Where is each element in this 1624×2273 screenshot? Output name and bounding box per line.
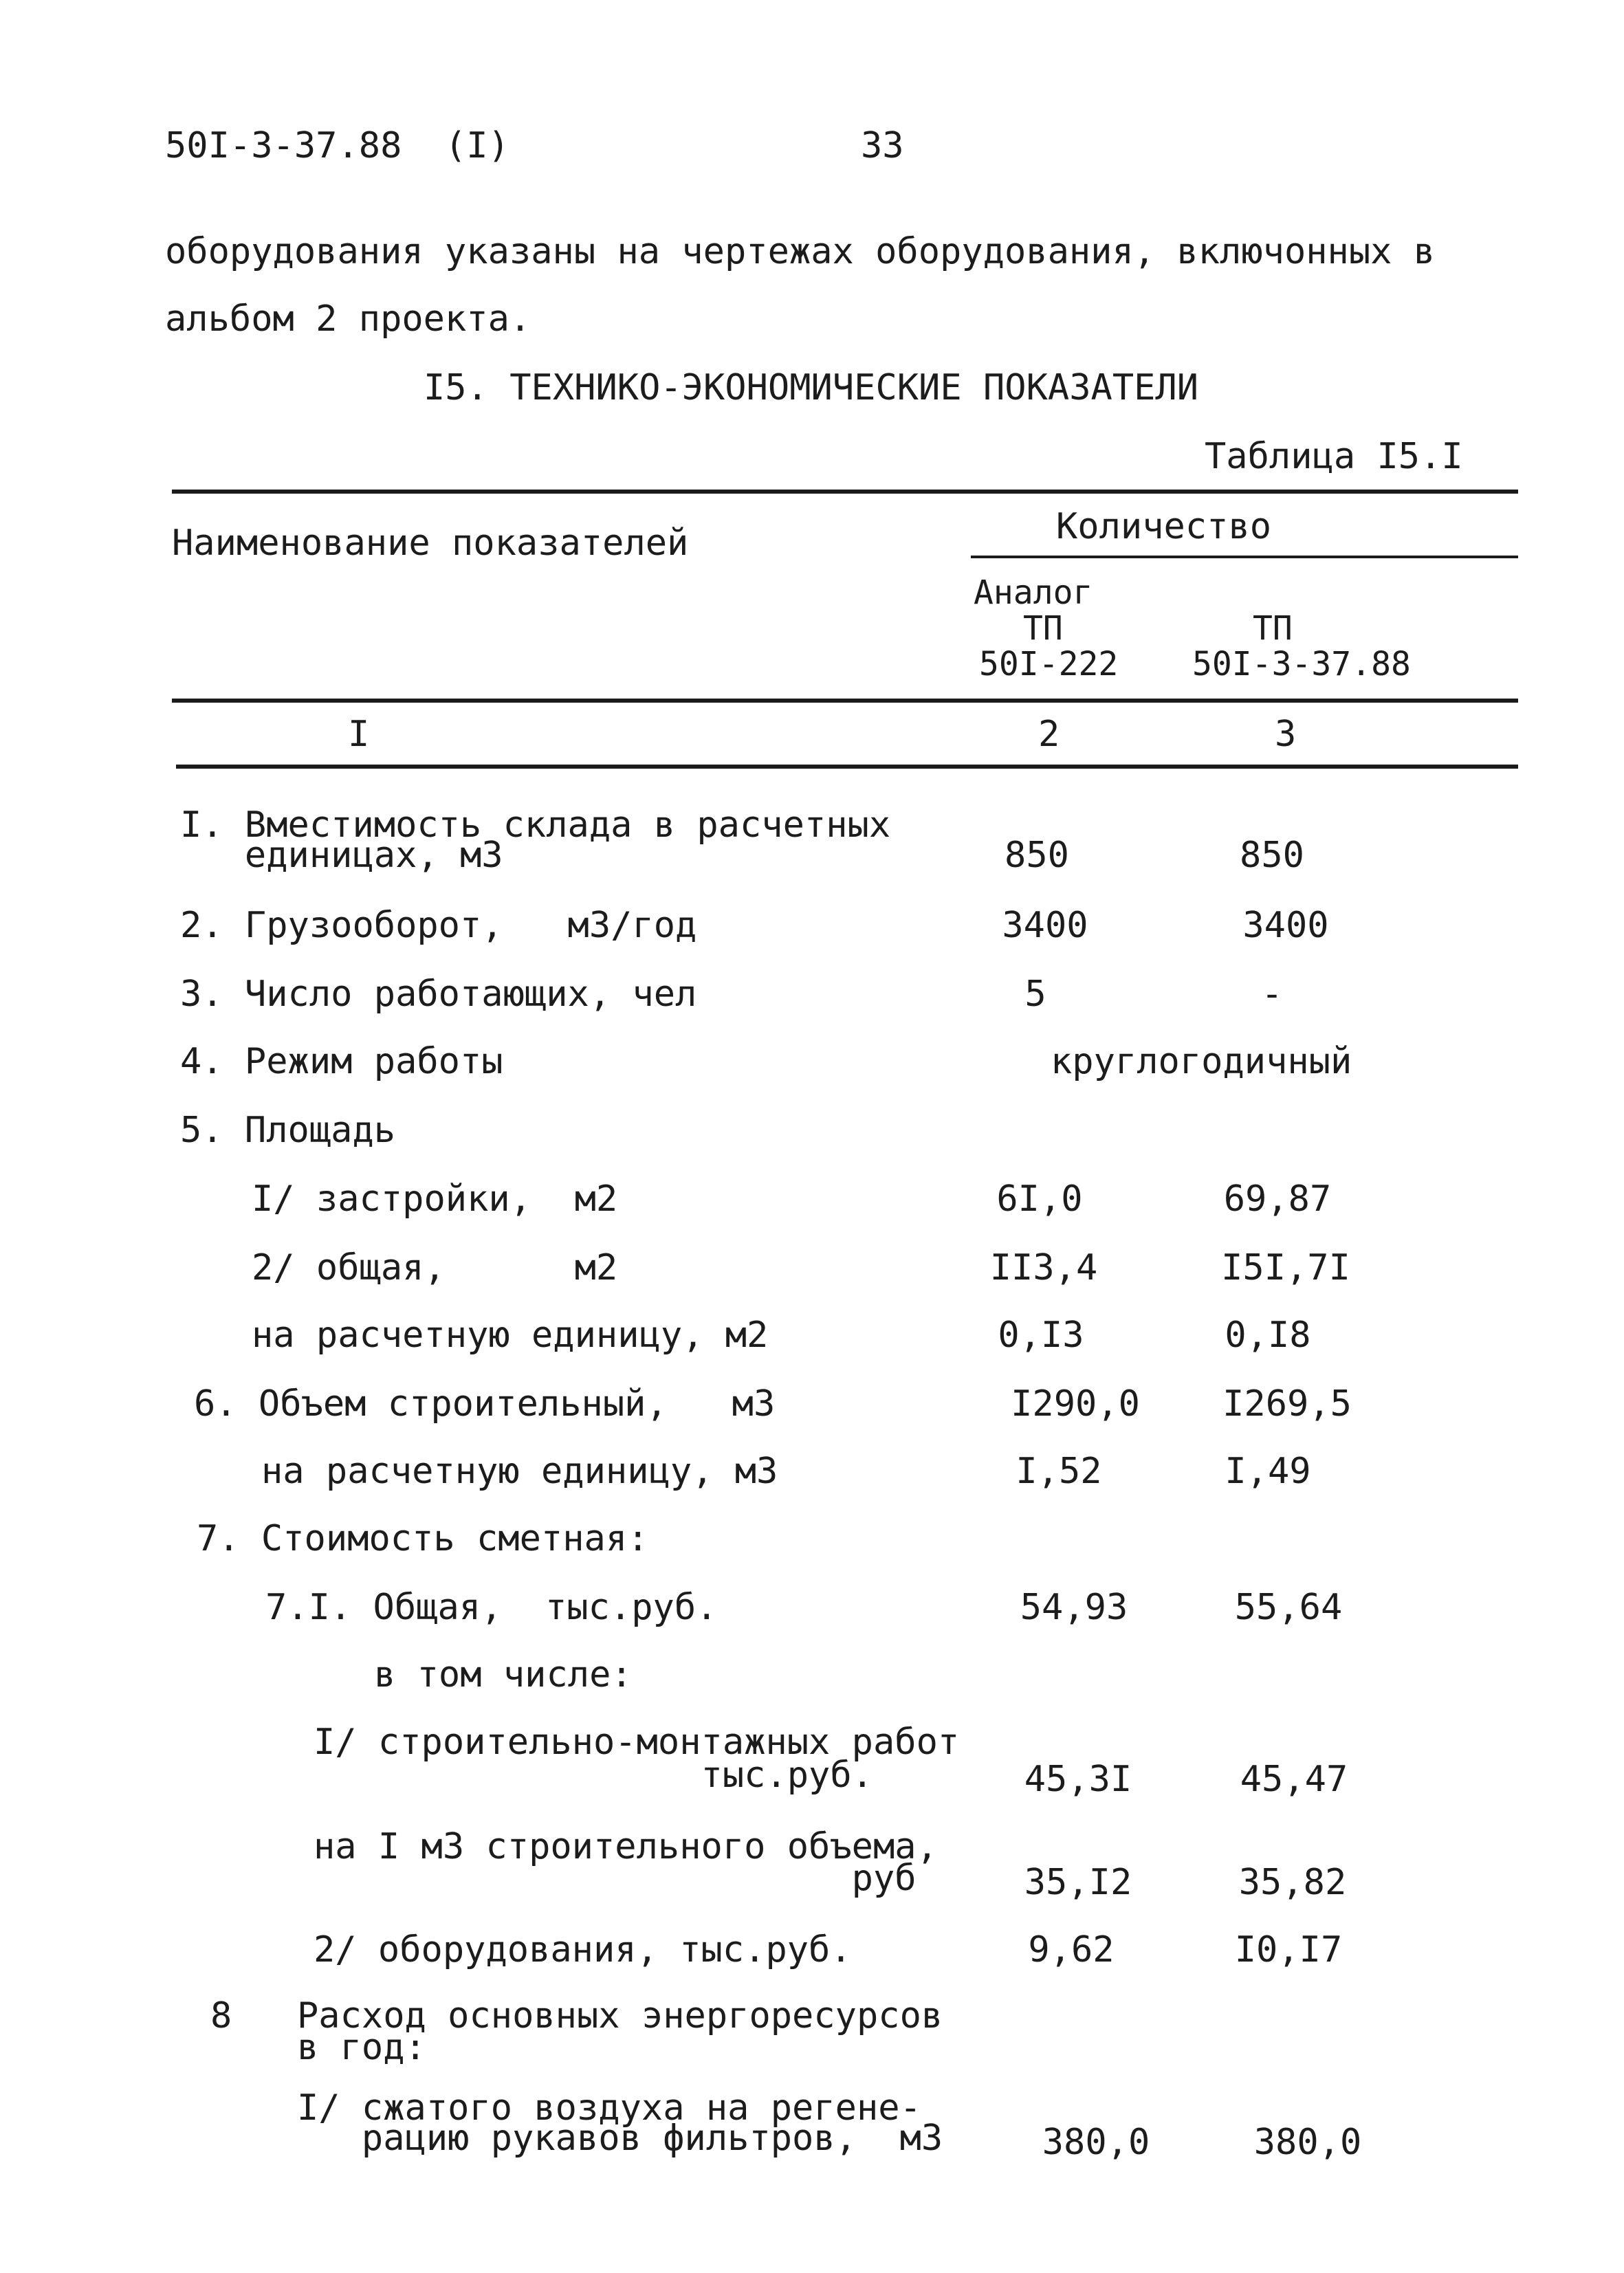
number-row-rule bbox=[176, 765, 1518, 769]
row-1-label-line-2: единицах, м3 bbox=[180, 835, 503, 876]
column-name-header: Наименование показателей bbox=[172, 523, 689, 564]
table-caption: Таблица I5.I bbox=[1205, 436, 1463, 477]
intro-line-2: альбом 2 проекта. bbox=[165, 298, 531, 340]
row-7-2-label: 2/ оборудования, тыс.руб. bbox=[314, 1929, 852, 1970]
row-3-value-analog: 5 bbox=[1024, 974, 1046, 1015]
row-6-value-project: I269,5 bbox=[1222, 1383, 1352, 1425]
row-3-label: 3. Число работающих, чел bbox=[180, 974, 697, 1015]
row-7-label: 7. Стоимость сметная: bbox=[197, 1518, 649, 1559]
row-6-1-value-analog: I,52 bbox=[1016, 1451, 1102, 1492]
row-6-1-label: на расчетную единицу, м3 bbox=[261, 1451, 778, 1492]
row-7-1-2-value-project: 35,82 bbox=[1238, 1862, 1347, 1903]
row-3-value-project: - bbox=[1261, 974, 1283, 1015]
row-5-2-value-analog: II3,4 bbox=[989, 1247, 1098, 1288]
row-8-number: 8 bbox=[210, 1995, 232, 2036]
row-5-label: 5. Площадь bbox=[180, 1110, 396, 1151]
column-number-1: I bbox=[348, 714, 370, 755]
row-8-1-value-project: 380,0 bbox=[1253, 2122, 1362, 2163]
row-7-1-label: 7.I. Общая, тыс.руб. bbox=[265, 1587, 718, 1628]
col2-header-line-3: 50I-222 bbox=[979, 645, 1119, 683]
table-top-rule bbox=[172, 490, 1518, 494]
row-7-1-value-analog: 54,93 bbox=[1020, 1587, 1128, 1628]
row-4-value-merged: круглогодичный bbox=[1051, 1041, 1352, 1082]
row-7-1-2-value-analog: 35,I2 bbox=[1024, 1862, 1132, 1903]
row-7-1-1-value-project: 45,47 bbox=[1240, 1759, 1348, 1800]
row-8-label-line-1: Расход основных энергоресурсов bbox=[297, 1995, 943, 2036]
row-7-2-value-analog: 9,62 bbox=[1028, 1929, 1115, 1970]
col3-header-line-2: 50I-3-37.88 bbox=[1192, 645, 1411, 683]
row-1-value-analog: 850 bbox=[1005, 835, 1069, 876]
row-7-1-1-label-line-1: I/ строительно-монтажных работ bbox=[314, 1722, 960, 1763]
row-6-value-analog: I290,0 bbox=[1011, 1383, 1140, 1425]
row-1-value-project: 850 bbox=[1240, 835, 1304, 876]
row-7-1-including-label: в том числе: bbox=[374, 1654, 633, 1695]
page-number: 33 bbox=[861, 125, 904, 166]
row-5-2-label: 2/ общая, м2 bbox=[252, 1247, 618, 1288]
row-5-3-label: на расчетную единицу, м2 bbox=[252, 1315, 769, 1356]
document-code: 50I-3-37.88 (I) bbox=[165, 125, 509, 166]
row-5-1-label: I/ застройки, м2 bbox=[252, 1178, 618, 1220]
row-5-2-value-project: I5I,7I bbox=[1221, 1247, 1350, 1288]
row-8-label-line-2: в год: bbox=[297, 2027, 426, 2068]
row-8-1-label-line-1: I/ сжатого воздуха на регене- bbox=[297, 2087, 921, 2129]
row-7-1-2-label-line-1: на I м3 строительного объема, bbox=[314, 1826, 938, 1867]
row-5-3-value-analog: 0,I3 bbox=[998, 1315, 1084, 1356]
row-2-value-project: 3400 bbox=[1242, 905, 1329, 946]
row-5-1-value-project: 69,87 bbox=[1223, 1178, 1332, 1220]
col2-header-line-1: Аналог bbox=[974, 573, 1093, 612]
row-7-1-1-value-analog: 45,3I bbox=[1024, 1759, 1132, 1800]
row-6-1-value-project: I,49 bbox=[1225, 1451, 1311, 1492]
row-7-1-1-label-line-2: тыс.руб. bbox=[314, 1755, 873, 1796]
row-6-label: 6. Объем строительный, м3 bbox=[194, 1383, 776, 1425]
row-2-value-analog: 3400 bbox=[1002, 905, 1088, 946]
intro-line-1: оборудования указаны на чертежах оборудования, включонных в bbox=[165, 231, 1436, 272]
row-5-3-value-project: 0,I8 bbox=[1225, 1315, 1311, 1356]
quantity-header: Количество bbox=[1056, 506, 1272, 547]
row-7-1-2-label-line-2: руб bbox=[314, 1858, 917, 1899]
section-title: I5. ТЕХНИКО-ЭКОНОМИЧЕСКИЕ ПОКАЗАТЕЛИ bbox=[424, 367, 1199, 408]
row-4-label: 4. Режим работы bbox=[180, 1041, 503, 1082]
quantity-under-rule bbox=[971, 556, 1518, 558]
column-number-2: 2 bbox=[1038, 714, 1060, 755]
row-1-label-line-1: I. Вместимость склада в расчетных bbox=[180, 804, 891, 846]
col2-header-line-2: ТП bbox=[1023, 609, 1063, 648]
row-2-label: 2. Грузооборот, м3/год bbox=[180, 905, 697, 946]
row-5-1-value-analog: 6I,0 bbox=[996, 1178, 1083, 1220]
col3-header-line-1: ТП bbox=[1253, 609, 1293, 648]
row-7-1-value-project: 55,64 bbox=[1234, 1587, 1343, 1628]
row-8-1-value-analog: 380,0 bbox=[1042, 2122, 1150, 2163]
row-7-2-value-project: I0,I7 bbox=[1234, 1929, 1343, 1970]
column-number-3: 3 bbox=[1275, 714, 1297, 755]
header-bottom-rule bbox=[172, 699, 1518, 703]
row-8-1-label-line-2: рацию рукавов фильтров, м3 bbox=[297, 2118, 943, 2159]
